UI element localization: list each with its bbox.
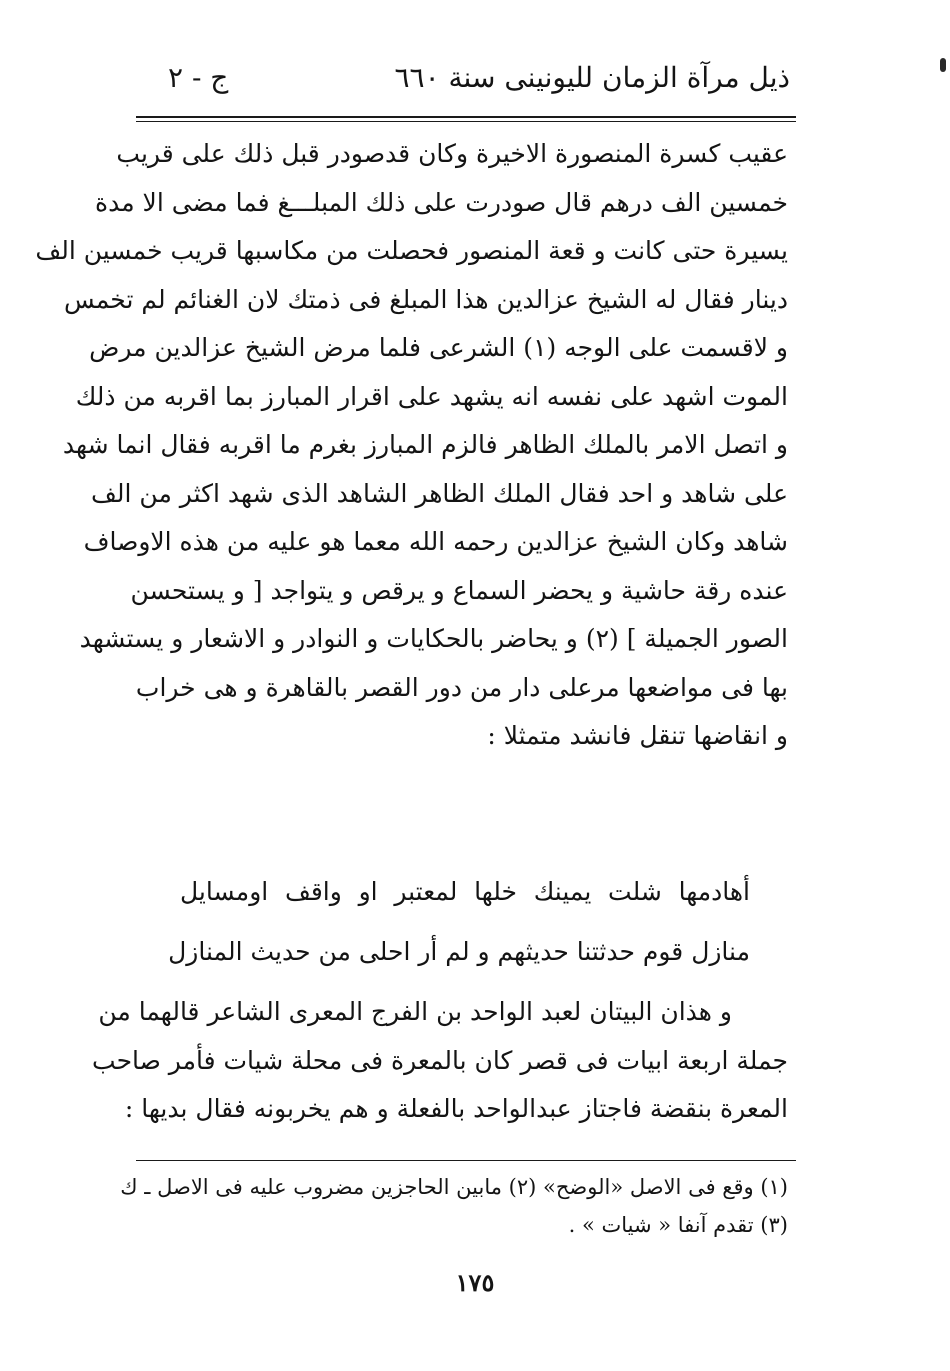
poem-verse: منازل قوم حدثتنا حديثهم و لم أر احلى من حديث المنازل [168,937,750,966]
text-line: خمسين الف درهم قال صودرت على ذلك المبلـــغ فما مضى الا مدة [95,187,788,217]
header-rule [136,116,796,118]
header-volume: ج - ٢ [168,61,229,94]
text-line: المعرة بنقضة فاجتاز عبدالواحد بالفعلة و هم يخربونه فقال بديها : [124,1094,788,1123]
text-line: عقيب كسرة المنصورة الاخيرة وكان قدصودر قبل ذلك على قريب [116,139,788,168]
text-line: على شاهد و احد فقال الملك الظاهر الشاهد الذى شهد اكثر من الف [91,478,788,508]
text-line: الموت اشهد على نفسه انه يشهد على اقرار المبارز بما اقربه من ذلك [75,381,788,411]
page-number: ١٧٥ [455,1268,495,1297]
footnote-rule [136,1160,796,1161]
main-text [35,130,788,761]
after-verse-text [92,988,788,1134]
poem-verse: أهادمها شلت يمينك خلها لمعتبر او واقف اومسايل [180,877,750,906]
text-line: شاهد وكان الشيخ عزالدين رحمه الله معما هو عليه من هذه الاوصاف [83,527,788,556]
scan-mark [940,58,946,72]
footnotes [120,1168,788,1244]
footnote: (٣) تقدم آنفا « شيات » . [568,1213,788,1237]
footnote: (١) وقع فى الاصل «الوضح» (٢) مابين الحاجزين مضروب عليه فى الاصل ـ ك [120,1175,788,1199]
text-line: و هذان البيتان لعبد الواحد بن الفرج المعرى الشاعر قالهما من [98,997,732,1026]
text-line: عنده رقة حاشية و يحضر السماع و يرقص و يتواجد [ و يستحسن [130,575,788,605]
text-line: الصور الجميلة ] (٢) و يحاضر بالحكايات و النوادر و الاشعار و يستشهد [79,624,788,653]
text-line: جملة اربعة ابيات فى قصر كان بالمعرة فى محلة شيات فأمر صاحب [92,1045,788,1075]
header-title: ذيل مرآة الزمان لليونينى سنة ٦٦٠ [394,61,790,94]
header-rule-thin [136,121,796,122]
running-header [140,58,790,102]
text-line: و اتصل الامر بالملك الظاهر فالزم المبارز بغرم ما اقربه فقال انما شهد [62,430,788,459]
text-line: و لاقسمت على الوجه (١) الشرعى فلما مرض الشيخ عزالدين مرض [89,333,788,362]
text-line: دينار فقال له الشيخ عزالدين هذا المبلغ فى ذمتك لان الغنائم لم تخمس [63,284,788,314]
text-line: و انقاضها تنقل فانشد متمثلا : [487,721,788,750]
text-line: يسيرة حتى كانت و قعة المنصور فحصلت من مكاسبها قريب خمسين الف [35,236,788,265]
text-line: بها فى مواضعها مرعلى دار من دور القصر بالقاهرة و هى خراب [135,672,788,702]
